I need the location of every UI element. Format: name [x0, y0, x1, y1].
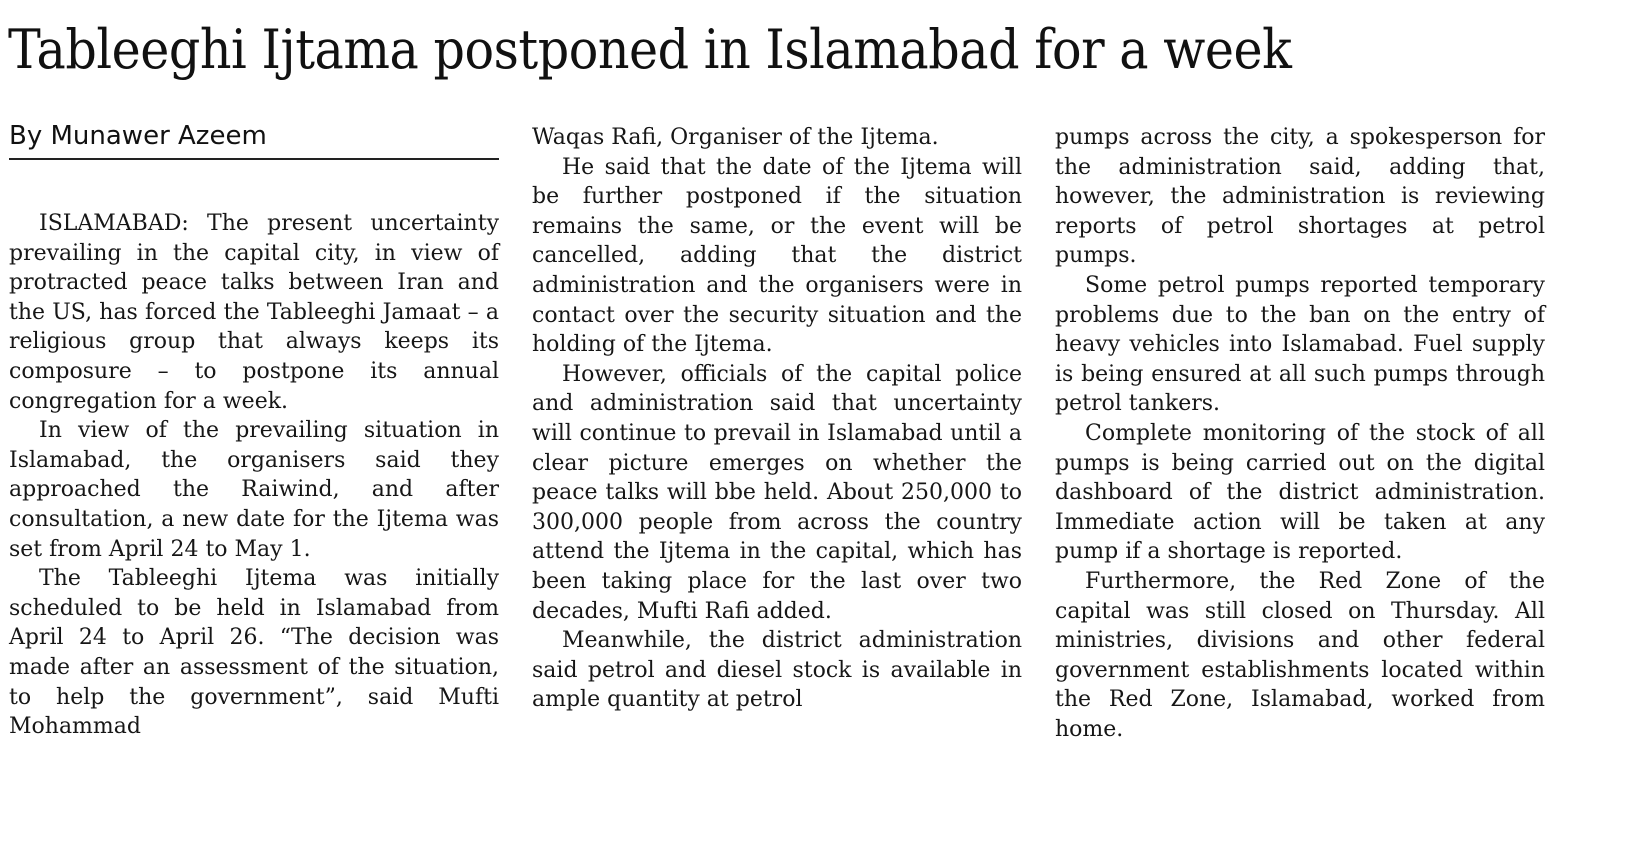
article-paragraph: In view of the prevailing situation in Islamabad, the organisers said they approached the Raiwind, and after consultation, a new date for the Ijtema was set from April 24 to May 1.	[9, 418, 499, 562]
article-byline: By Munawer Azeem	[9, 120, 499, 160]
article-paragraph: He said that the date of the Ijtema will be further postponed if the situation remains the same, or the event will be cancelled, adding that the district administration and the organisers were in contact over the security situation and the holding of the Ijtema.	[532, 154, 1022, 358]
article-paragraph: Meanwhile, the district administration said petrol and diesel stock is available in ample quantity at petrol	[532, 628, 1022, 713]
article-paragraph: Some petrol pumps reported temporary problems due to the ban on the entry of heavy vehicles into Islamabad. Fuel supply is being ensured at all such pumps through petrol tankers.	[1055, 272, 1545, 417]
article-paragraph: Waqas Rafi, Organiser of the Ijtema.	[532, 125, 939, 150]
article-paragraph: pumps across the city, a spokesperson for the administration said, adding that, however, the administration is reviewing reports of petrol shortages at petrol pumps.	[1055, 125, 1545, 269]
article-paragraph: The Tableeghi Ijtema was initially scheduled to be held in Islamabad from April 24 to April 26. “The decision was made after an assessment of the situation, to help the government”, said Mufti Mohammad	[9, 566, 499, 740]
article-column-1	[9, 209, 499, 742]
article-column-3	[1055, 123, 1545, 744]
article-paragraph: ISLAMABAD: The present uncertainty prevailing in the capital city, in view of protracted peace talks between Iran and the US, has forced the Tableeghi Jamaat – a religious group that always keeps its composure – to postpone its annual congregation for a week.	[9, 211, 499, 414]
article-column-2	[532, 123, 1022, 715]
article-paragraph: However, officials of the capital police and administration said that uncertainty will continue to prevail in Islamabad until a clear picture emerges on whether the peace talks will bbe held. About 250,000 to 300,000 people from across the country attend the Ijtema in the capital, which has been taking place for the last over two decades, Mufti Rafi added.	[532, 361, 1022, 624]
article-headline: Tableeghi Ijtama postponed in Islamabad for a week	[8, 18, 1292, 81]
article-paragraph: Furthermore, the Red Zone of the capital was still closed on Thursday. All ministries, divisions and other federal government establishments located within the Red Zone, Islamabad, worked from home.	[1055, 568, 1545, 742]
article-paragraph: Complete monitoring of the stock of all pumps is being carried out on the digital dashboard of the district administration. Immediate action will be taken at any pump if a shortage is reported.	[1055, 420, 1545, 565]
